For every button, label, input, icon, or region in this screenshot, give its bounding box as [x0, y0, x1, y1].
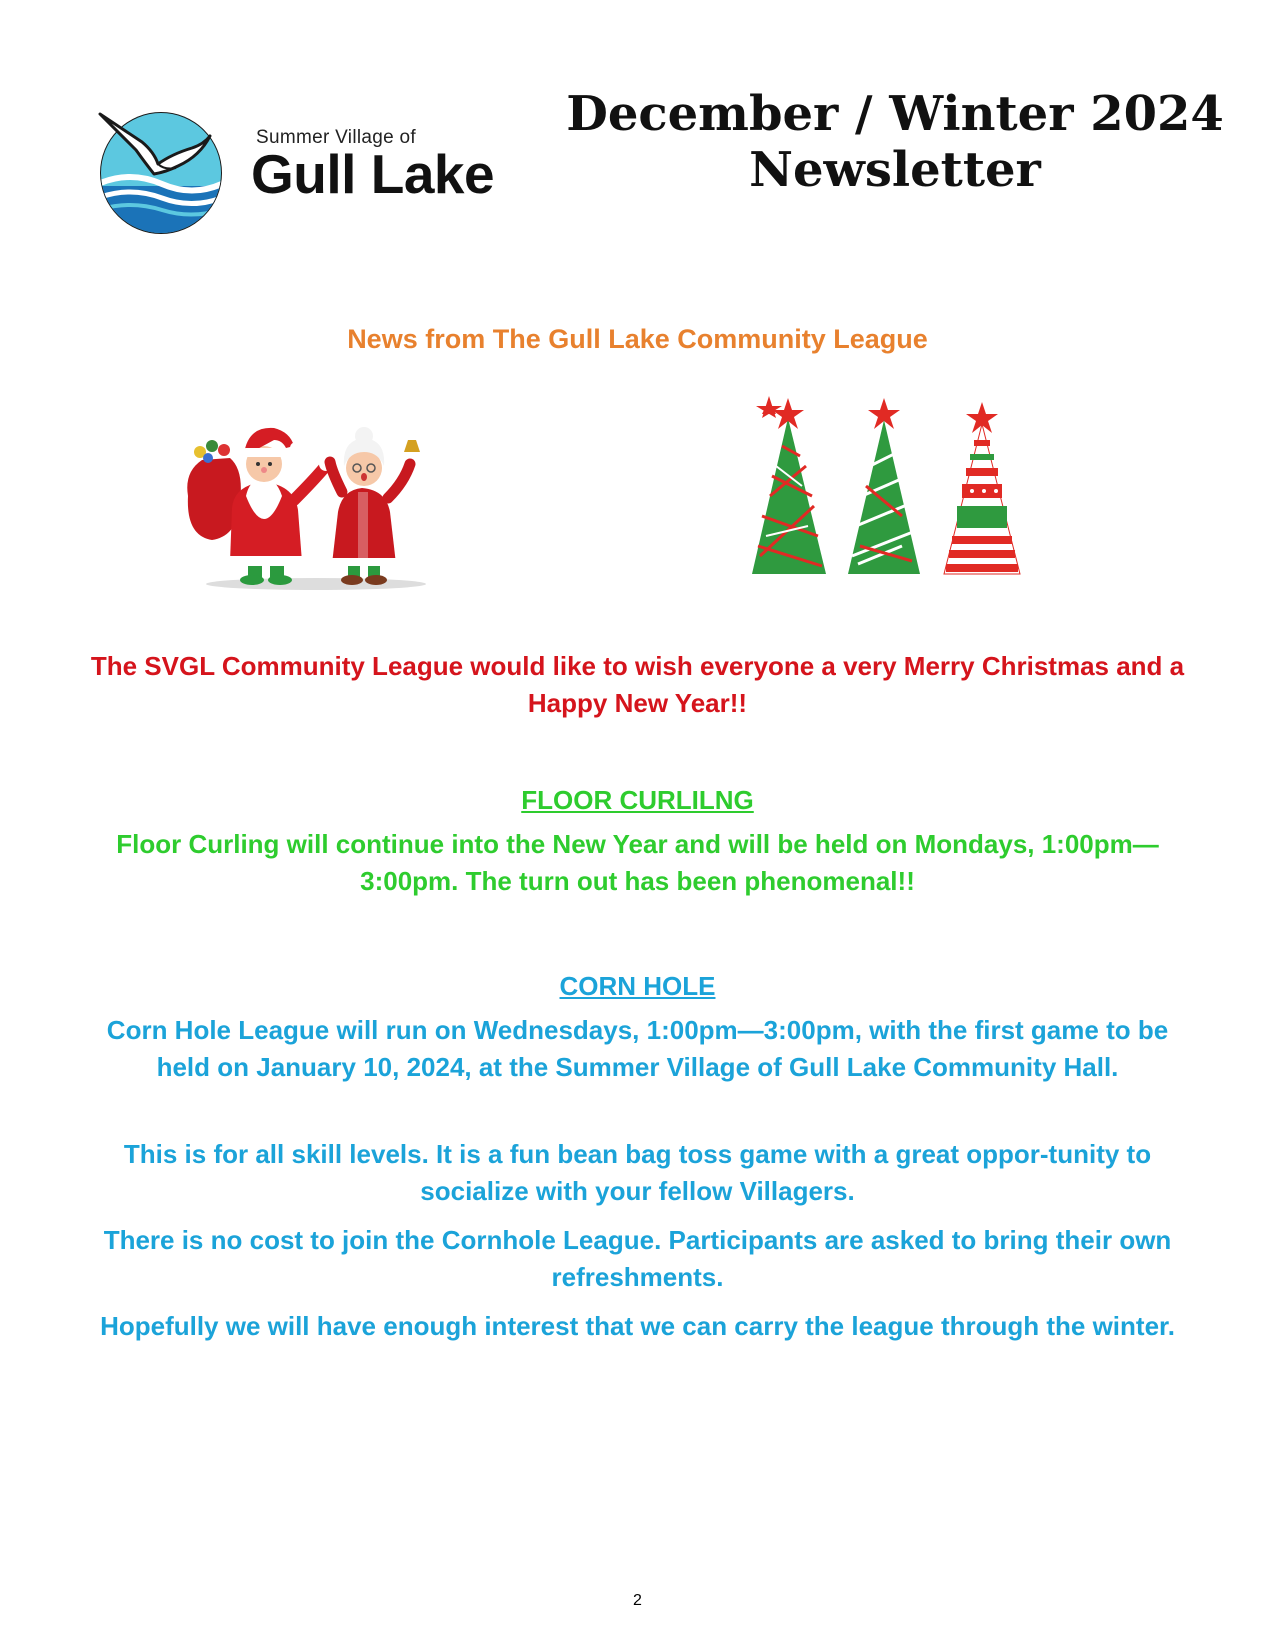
christmas-trees-icon: [752, 396, 1052, 586]
floor-curling-heading: FLOOR CURLILNG: [521, 785, 754, 815]
corn-hole-paragraph: This is for all skill levels. It is a fun bean bag toss game with a great oppor-tunity to socialize with your fellow Villagers.: [123, 1139, 1152, 1206]
page-number: 2: [633, 1592, 642, 1609]
floor-curling-body: Floor Curling will continue into the New Year and will be held on Mondays, 1:00pm—3:00pm. The turn out has been phenomenal!!: [116, 829, 1159, 896]
newsletter-title: [560, 86, 1230, 198]
corn-hole-heading: CORN HOLE: [559, 971, 716, 1001]
holiday-greeting: The SVGL Community League would like to wish everyone a very Merry Christmas and a Happy New Year!!: [90, 651, 1185, 718]
newsletter-title-line1: December / Winter 2024: [566, 86, 1224, 142]
corn-hole-paragraph: Hopefully we will have enough interest that we can carry the league through the winter.: [100, 1311, 1175, 1341]
community-league-heading: News from The Gull Lake Community League: [347, 324, 928, 354]
corn-hole-paragraph: There is no cost to join the Cornhole League. Participants are asked to bring their own refreshments.: [103, 1225, 1172, 1292]
logo-title: Gull Lake: [251, 143, 495, 205]
gull-lake-logo-icon: [96, 108, 226, 238]
corn-hole-paragraph: Corn Hole League will run on Wednesdays, 1:00pm—3:00pm, with the first game to be held on January 10, 2024, at the Summer Village of Gull Lake Community Hall.: [106, 1015, 1169, 1082]
newsletter-title-line2: Newsletter: [749, 142, 1041, 198]
logo-subtitle: Summer Village of: [256, 127, 416, 148]
santa-and-mrs-claus-icon: [182, 412, 450, 592]
